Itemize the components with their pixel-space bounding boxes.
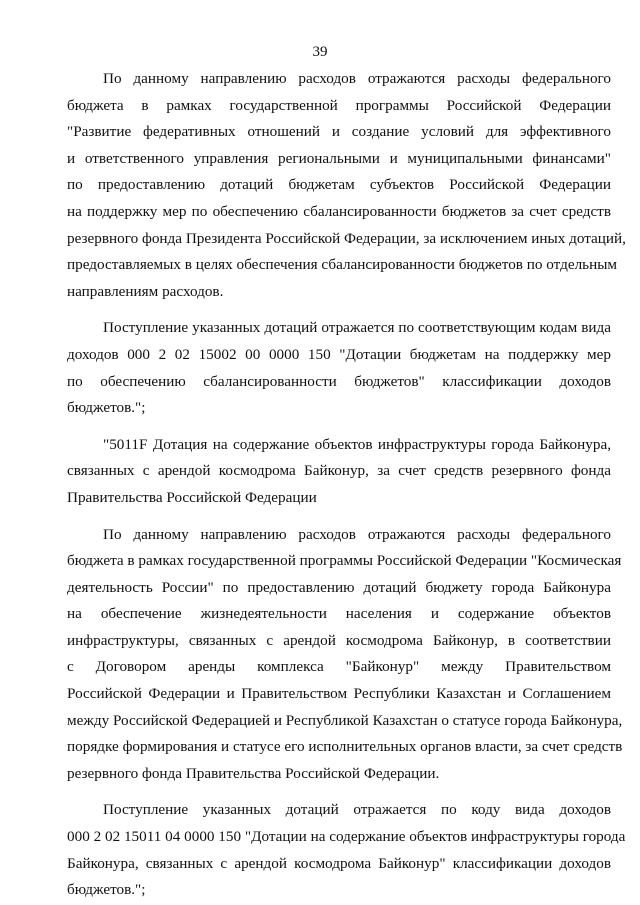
paragraph (67, 797, 626, 903)
text-line: деятельность России" по предоставлению дотаций бюджету города Байконура (67, 578, 611, 596)
text-line: По данному направлению расходов отражаются расходы федерального (103, 70, 611, 87)
text-line: предоставляемых в целях обеспечения сбалансированности бюджетов по отдельным (67, 256, 618, 274)
text-line: направлениям расходов. (67, 282, 224, 300)
text-line: бюджетов."; (67, 881, 146, 899)
text-line: Российской Федерации и Правительством Республики Казахстан и Соглашением (67, 685, 611, 703)
page-number: 39 (312, 44, 328, 60)
text-line: с Договором аренды комплекса "Байконур" между Правительством (67, 658, 611, 676)
paragraph (67, 522, 623, 788)
paragraph-spacer (67, 512, 611, 522)
text-line: 000 2 02 15011 04 0000 150 "Дотации на содержание объектов инфраструктуры города (67, 828, 626, 846)
text-line: на поддержку мер по обеспечению сбалансированности бюджетов за счет средств (67, 202, 611, 220)
text-line: порядке формирования и статусе его исполнительных органов власти, за счет средств (67, 738, 623, 756)
text-line: и ответственного управления региональными и муниципальными финансами" (67, 149, 611, 167)
text-line: Поступление указанных дотаций отражается по коду вида доходов (103, 801, 611, 819)
text-line: "Развитие федеративных отношений и создание условий для эффективного (67, 123, 611, 141)
text-line: бюджетов."; (67, 399, 146, 417)
text-line: по предоставлению дотаций бюджетам субъектов Российской Федерации (67, 176, 611, 194)
paragraph-spacer (67, 787, 611, 797)
text-line: резервного фонда Правительства Российской Федерации. (67, 764, 440, 782)
text-line: Поступление указанных дотаций отражается по соответствующим кодам вида (103, 319, 611, 337)
text-line: инфраструктуры, связанных с арендой космодрома Байконур, в соответствии (67, 631, 611, 649)
text-line: Байконура, связанных с арендой космодрома Байконур" классификации доходов (67, 854, 611, 872)
text-line: между Российской Федерацией и Республикой Казахстан о статусе города Байконура, (67, 711, 623, 729)
text-line: По данному направлению расходов отражаются расходы федерального (103, 525, 611, 543)
text-line: Правительства Российской Федерации (67, 488, 317, 506)
paragraph (67, 315, 611, 421)
paragraph (67, 66, 626, 305)
text-line: бюджета в рамках государственной программы Российской Федерации (67, 96, 611, 114)
paragraph-spacer (67, 305, 611, 315)
text-line: резервного фонда Президента Российской Федерации, за исключением иных дотаций, (67, 229, 626, 247)
text-line: по обеспечению сбалансированности бюджетов" классификации доходов (67, 372, 611, 390)
paragraph (67, 432, 611, 512)
paragraph-spacer (67, 422, 611, 432)
text-line: доходов 000 2 02 15002 00 0000 150 "Дотации бюджетам на поддержку мер (67, 345, 611, 363)
text-line: на обеспечение жизнедеятельности населения и содержание объектов (67, 605, 611, 623)
document-body (67, 66, 626, 904)
text-line: связанных с арендой космодрома Байконур, за счет средств резервного фонда (67, 462, 611, 480)
text-line: "5011F Дотация на содержание объектов инфраструктуры города Байконура, (103, 435, 611, 453)
text-line: бюджета в рамках государственной программы Российской Федерации "Космическая (67, 552, 622, 570)
